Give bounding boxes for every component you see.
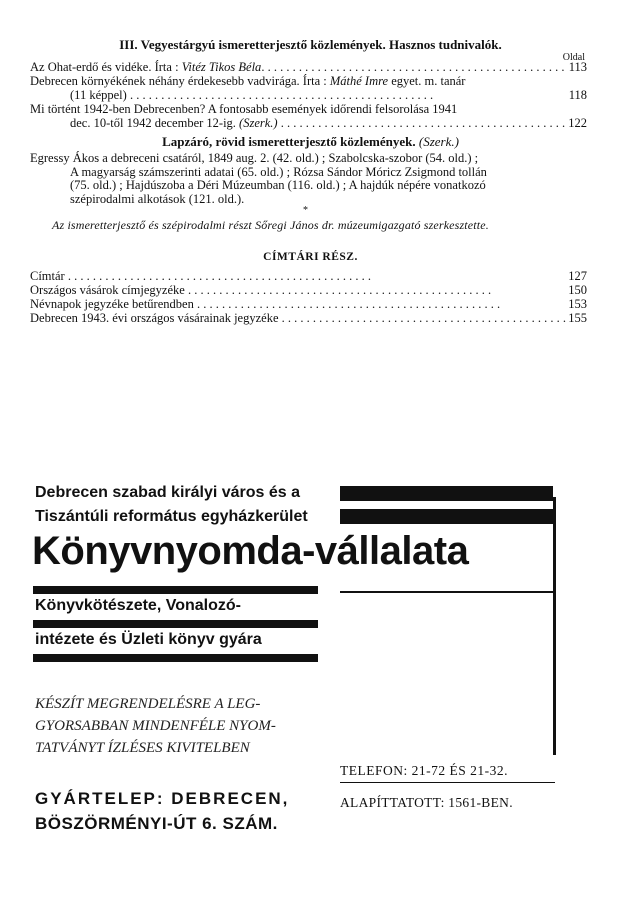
page-column-label: Oldal xyxy=(562,52,585,63)
ad-sub-1: Könyvkötészete, Vonalozó- xyxy=(35,597,241,614)
decor-bar xyxy=(33,620,318,628)
ad-sub-2: intézete és Üzleti könyv gyára xyxy=(35,631,262,648)
page-number: 122 xyxy=(568,116,587,130)
page-number: 113 xyxy=(568,60,587,74)
ad-plant-2: BÖSZÖRMÉNYI-ÚT 6. SZÁM. xyxy=(35,814,278,833)
section-title-misc: III. Vegyestárgyú ismeretterjesztő közlemények. Hasznos tudnivalók. xyxy=(119,37,502,52)
decor-bar xyxy=(33,586,318,594)
ad-offer: KÉSZÍT MEGRENDELÉSRE A LEG- GYORSABBAN MINDENFÉLE NYOM- TATVÁNYT ÍZLÉSES KIVITELBEN xyxy=(35,696,276,756)
toc-entry: Debrecen környékének néhány érdekesebb vadvirága. Írta : Máthé Imre egyet. m. tanár xyxy=(30,74,466,88)
ad-plant-1: GYÁRTELEP: DEBRECEN, xyxy=(35,789,290,808)
ad-line-1: Debrecen szabad királyi város és a xyxy=(35,484,301,501)
decor-bar xyxy=(340,509,553,524)
ad-box-border xyxy=(553,497,556,755)
toc-entry: Az Ohat-erdő és vidéke. Írta : Vitéz Tikos Béla. . . . 113 xyxy=(0,60,621,74)
decor-bar xyxy=(340,486,553,501)
divider xyxy=(340,782,555,783)
toc-entry: Címtár . . . 127 xyxy=(0,269,621,283)
page-number: 150 xyxy=(568,283,587,297)
page-number: 127 xyxy=(568,269,587,283)
editor-credit: Az ismeretterjesztő és szépirodalmi részt Sőregi János dr. múzeumigazgató szerkesztette. xyxy=(52,218,489,232)
ad-box-border xyxy=(340,591,553,593)
short-notes-paragraph: Egressy Ákos a debreceni csatáról, 1849 aug. 2. (42. old.) ; Szabolcska-szobor (54. old.) ; A magyarság számszerinti adatai (65. old.) ; Rózsa Sándor Móricz Zsigmond tollán (75. old.) ; Hajdúszoba a Déri Múzeumban (116. old.) ; A hajdúk népére vonatkozó szépirodalmi alkotások (121. old.). xyxy=(30,151,487,206)
decor-bar xyxy=(33,654,318,662)
page-number: 155 xyxy=(568,311,587,325)
toc-entry: Debrecen 1943. évi országos vásárainak jegyzéke . . . 155 xyxy=(0,311,621,325)
toc-entry: (11 képpel) . . . 118 xyxy=(0,88,621,102)
toc-entry: dec. 10-től 1942 december 12-ig. (Szerk.) . . . 122 xyxy=(0,116,621,130)
ad-headline: Könyvnyomda-vállalata xyxy=(32,529,469,573)
section-title-directory: CÍMTÁRI RÉSZ. xyxy=(263,251,358,263)
separator-star: * xyxy=(303,205,308,216)
ad-line-2: Tiszántúli református egyházkerület xyxy=(35,508,308,525)
page-number: 153 xyxy=(568,297,587,311)
ad-phone: TELEFON: 21-72 ÉS 21-32. xyxy=(340,763,508,778)
section-title-short: Lapzáró, rövid ismeretterjesztő közlemények. (Szerk.) xyxy=(162,134,459,149)
toc-entry: Országos vásárok címjegyzéke . . . 150 xyxy=(0,283,621,297)
page-number: 118 xyxy=(568,88,587,102)
ad-founded: ALAPÍTTATOTT: 1561-BEN. xyxy=(340,795,513,810)
toc-entry: Névnapok jegyzéke betűrendben . . . 153 xyxy=(0,297,621,311)
toc-entry: Mi történt 1942-ben Debrecenben? A fontosabb események időrendi felsorolása 1941 xyxy=(30,102,458,116)
